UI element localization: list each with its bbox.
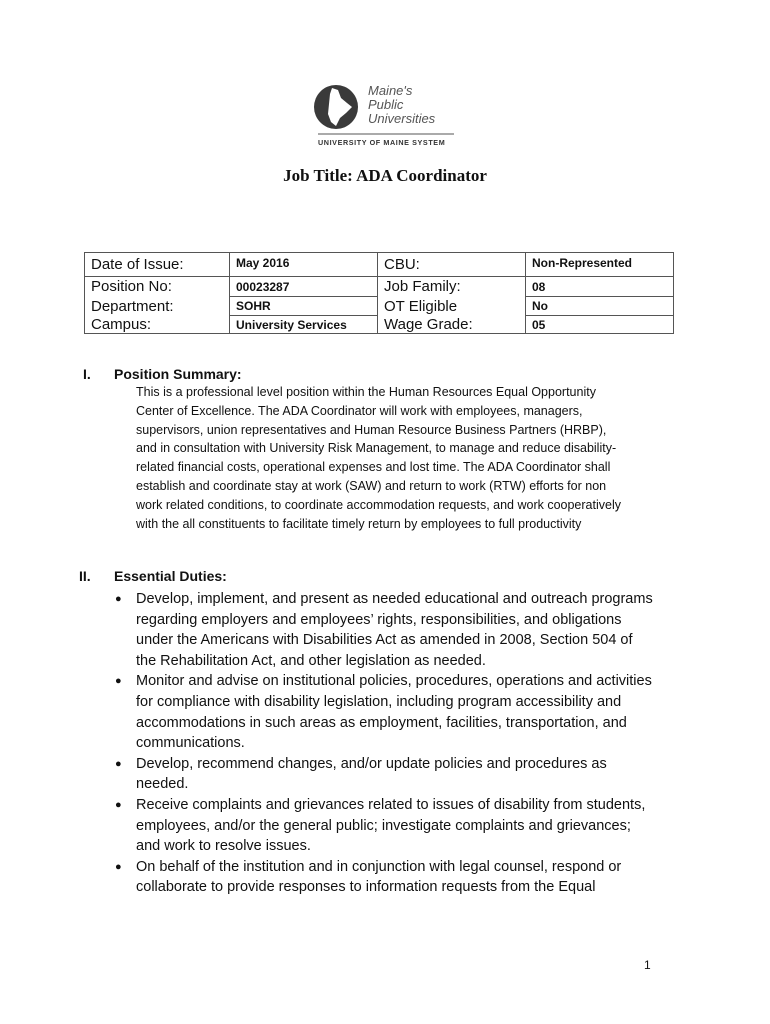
position-no-label: Position No:: [85, 277, 230, 297]
job-title: Job Title: ADA Coordinator: [283, 166, 487, 185]
department-label: Department:: [85, 297, 230, 316]
section-2-numeral: II.: [79, 568, 91, 584]
duty-line: Receive complaints and grievances related to issues of disability from students,: [136, 796, 646, 813]
cbu-label: CBU:: [378, 253, 526, 277]
table-row: [85, 253, 674, 277]
summary-line: This is a professional level position within the Human Resources Equal Opportunity: [136, 385, 596, 399]
date-of-issue-label: Date of Issue:: [85, 253, 230, 277]
list-item: [114, 754, 680, 795]
logo-line1: Maine's: [368, 83, 413, 98]
campus-label: Campus:: [85, 316, 230, 334]
university-logo: [312, 76, 462, 150]
wage-grade-label: Wage Grade:: [378, 316, 526, 334]
position-summary: [136, 383, 681, 533]
bullet-icon: ●: [115, 593, 122, 605]
position-info-table: [84, 252, 674, 334]
duty-line: for compliance with disability legislation, including program accessibility and: [136, 693, 622, 710]
summary-line: work related conditions, to coordinate accommodation requests, and work cooperatively: [136, 497, 621, 512]
logo-tagline: UNIVERSITY OF MAINE SYSTEM: [318, 138, 446, 147]
list-item: [114, 671, 680, 753]
summary-line: supervisors, union representatives and Human Resource Business Partners (HRBP),: [136, 422, 607, 437]
bullet-icon: ●: [115, 757, 122, 770]
duty-line: accommodations in such areas as employment, facilities, transportation, and: [136, 714, 627, 731]
section-2-heading: Essential Duties:: [114, 568, 227, 584]
page-number: 1: [644, 958, 651, 972]
ot-eligible-value: No: [526, 297, 674, 316]
duty-line: collaborate to provide responses to information requests from the Equal: [136, 879, 596, 896]
list-item: [114, 795, 680, 857]
summary-line: with the all constituents to facilitate timely return by employees to full productivity: [136, 516, 582, 531]
duty-line: employees, and/or the general public; investigate complaints and grievances;: [136, 817, 631, 834]
list-item: [114, 589, 680, 671]
logo-line3: Universities: [368, 111, 436, 126]
essential-duties-list: [114, 589, 680, 898]
table-row: [85, 277, 674, 297]
bullet-icon: ●: [115, 860, 122, 873]
bullet-icon: ●: [115, 798, 122, 811]
duty-line: needed.: [136, 776, 189, 793]
ot-eligible-label: OT Eligible: [378, 297, 526, 316]
department-value: SOHR: [230, 297, 378, 316]
list-item: [114, 857, 680, 898]
cbu-value: Non-Represented: [526, 253, 674, 277]
logo-line2: Public: [368, 97, 404, 112]
summary-line: Center of Excellence. The ADA Coordinator will work with employees, managers,: [136, 403, 583, 418]
section-1-heading: Position Summary:: [114, 366, 242, 382]
duty-line: the Rehabilitation Act, and other legislation as needed.: [136, 652, 486, 669]
summary-line: related financial costs, operational expenses and lost time. The ADA Coordinator shall: [136, 460, 611, 475]
summary-line: establish and coordinate stay at work (SAW) and return to work (RTW) efforts for non: [136, 478, 607, 493]
duty-line: and work to resolve issues.: [136, 838, 311, 855]
table-row: [85, 316, 674, 334]
duty-line: Develop, implement, and present as needed educational and outreach programs: [136, 591, 653, 607]
position-no-value: 00023287: [230, 277, 378, 297]
duty-line: under the Americans with Disabilities Act as amended in 2008, Section 504 of: [136, 632, 633, 649]
duty-line: Develop, recommend changes, and/or update policies and procedures as: [136, 755, 607, 772]
duty-line: Monitor and advise on institutional policies, procedures, operations and activities: [136, 673, 652, 690]
wage-grade-value: 05: [526, 316, 674, 334]
campus-value: University Services: [230, 316, 378, 334]
job-family-value: 08: [526, 277, 674, 297]
summary-line: and in consultation with University Risk Management, to manage and reduce disability-: [136, 441, 617, 456]
duty-line: On behalf of the institution and in conjunction with legal counsel, respond or: [136, 858, 622, 875]
bullet-icon: ●: [115, 675, 122, 688]
section-1-numeral: I.: [83, 366, 91, 382]
duty-line: regarding employers and employees’ rights, responsibilities, and obligations: [136, 611, 622, 628]
table-row: [85, 297, 674, 316]
date-of-issue-value: May 2016: [230, 253, 378, 277]
duty-line: communications.: [136, 735, 245, 752]
job-family-label: Job Family:: [378, 277, 526, 297]
